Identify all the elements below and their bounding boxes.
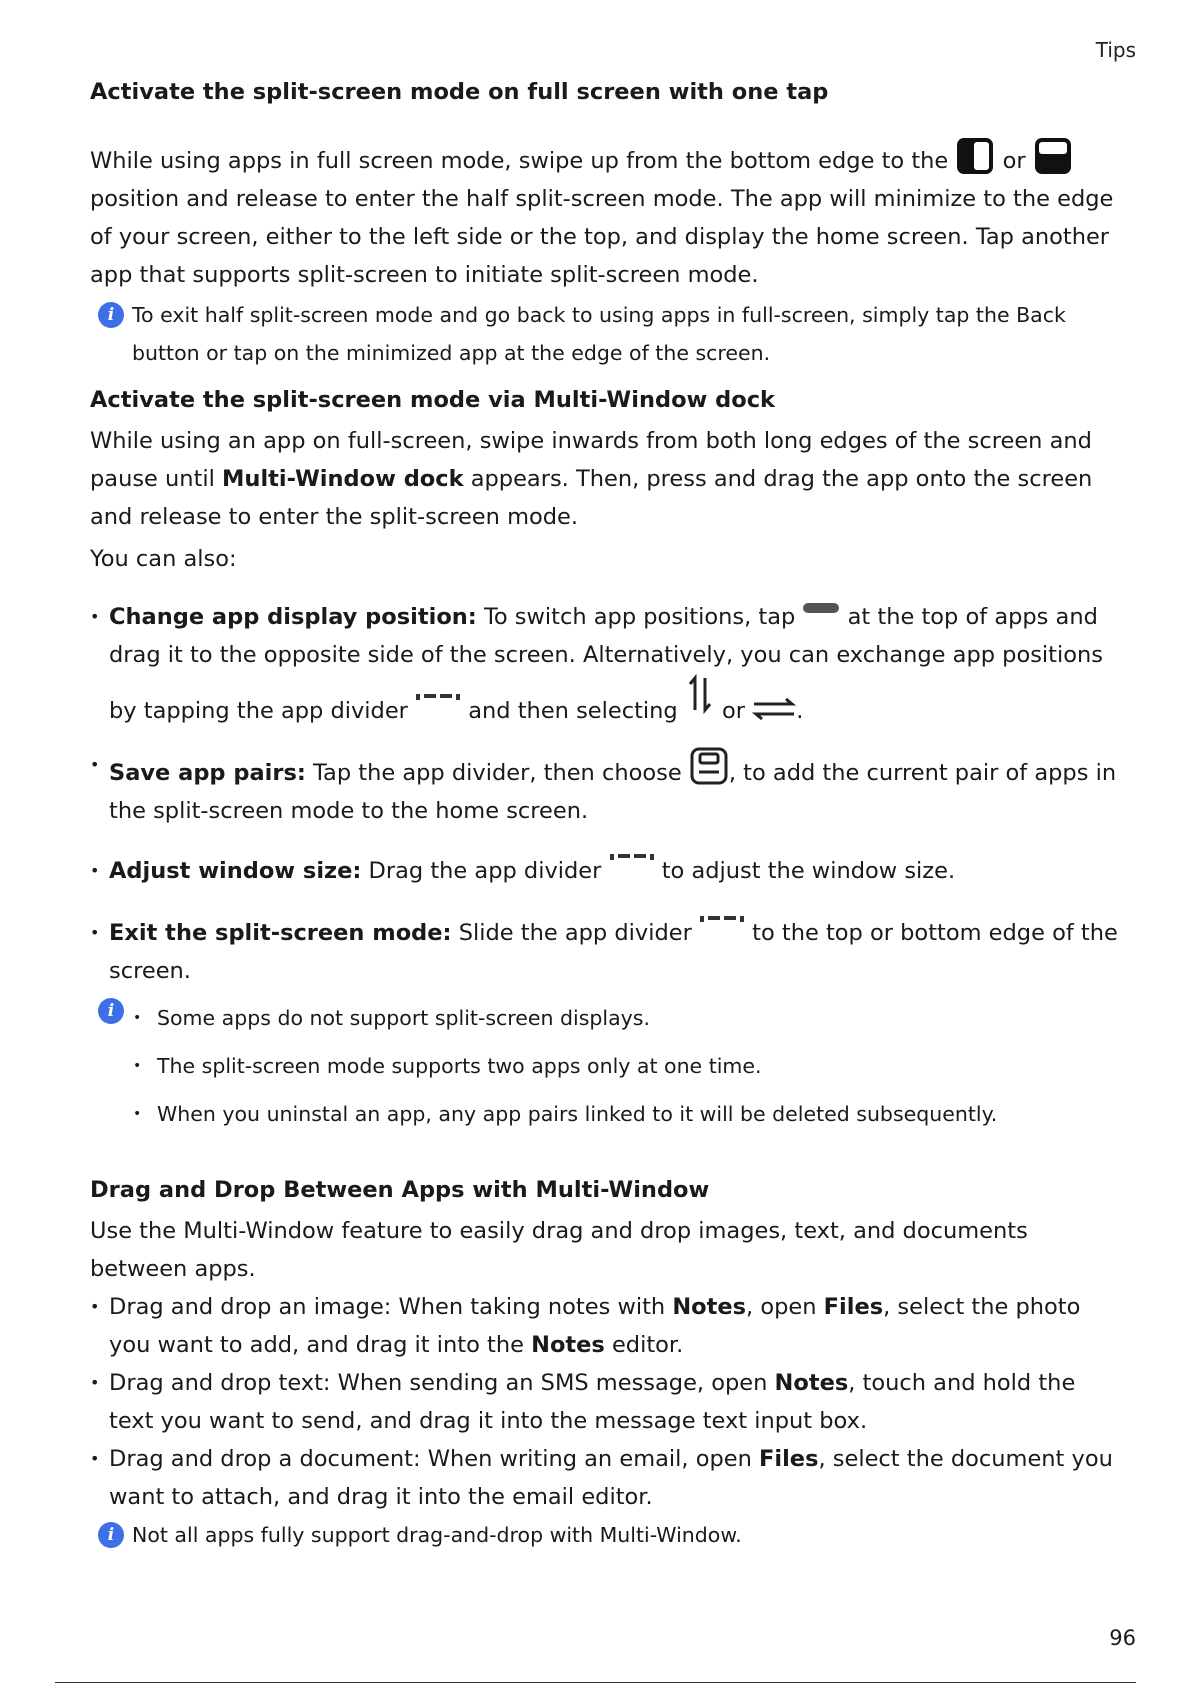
section-title-one-tap: Activate the split-screen mode on full screen with one tap: [90, 79, 829, 105]
note-item: • The split-screen mode supports two apps only at one time.: [90, 1042, 1120, 1090]
bullet-adjust-window-size: • Adjust window size: Drag the app divider to adjust the window size.: [90, 852, 1120, 890]
section-title-drag-drop: Drag and Drop Between Apps with Multi-Window: [90, 1177, 710, 1203]
bullet-drag-text: • Drag and drop text: When sending an SMS message, open Notes, touch and hold the text you want to send, and drag it into the message text input box.: [90, 1364, 1120, 1440]
drag-handle-icon: [802, 600, 840, 616]
split-left-icon: [955, 136, 995, 176]
bullet-change-position: • Change app display position: To switch app positions, tap at the top of apps and drag it to the opposite side of the screen. Alternatively, you can exchange app positions by tapping the app divider and then selecting or .: [90, 598, 1120, 730]
bullet-drag-document: • Drag and drop a document: When writing an email, open Files, select the document you want to attach, and drag it into the email editor.: [90, 1440, 1120, 1516]
info-note: i To exit half split-screen mode and go back to using apps in full-screen, simply tap the Back button or tap on the minimized app at the edge of the screen.: [90, 296, 1120, 372]
info-note: i Not all apps fully support drag-and-drop with Multi-Window.: [90, 1516, 1120, 1554]
split-screen-notes: [90, 994, 1120, 1138]
app-divider-icon: [609, 852, 655, 864]
split-top-icon: [1033, 136, 1073, 176]
running-header: Tips: [1095, 38, 1136, 62]
app-divider-icon: [699, 914, 745, 926]
swap-horizontal-icon: [752, 696, 796, 722]
info-icon: i: [98, 302, 124, 328]
page-number: 96: [1109, 1626, 1136, 1650]
paragraph-multiwindow-dock: While using an app on full-screen, swipe inwards from both long edges of the screen and pause until Multi-Window dock appears. Then, press and drag the app onto the screen and release to enter the split-screen mode.: [90, 428, 1093, 530]
swap-vertical-icon: [685, 674, 715, 714]
section-title-multiwindow-dock: Activate the split-screen mode via Multi-Window dock: [90, 387, 776, 413]
info-icon: i: [98, 1522, 124, 1548]
bullet-exit-split-screen: • Exit the split-screen mode: Slide the app divider to the top or bottom edge of the screen.: [90, 914, 1120, 990]
paragraph-one-tap: While using apps in full screen mode, swipe up from the bottom edge to the or position and release to enter the half split-screen mode. The app will minimize to the edge of your screen, either to the left side or the top, and display the home screen. Tap another app that supports split-screen to initiate split-screen mode.: [90, 136, 1120, 294]
bullet-drag-image: • Drag and drop an image: When taking notes with Notes, open Files, select the photo you want to add, and drag it into the Notes editor.: [90, 1288, 1120, 1364]
paragraph-drag-drop-intro: Use the Multi-Window feature to easily drag and drop images, text, and documents between apps.: [90, 1218, 1028, 1282]
bullet-save-app-pairs: • Save app pairs: Tap the app divider, then choose , to add the current pair of apps in the split-screen mode to the home screen.: [90, 746, 1120, 830]
footer-divider: [55, 1682, 1136, 1683]
save-pair-icon: [689, 746, 729, 786]
you-can-also: You can also:: [90, 546, 237, 572]
app-divider-icon: [415, 692, 461, 704]
info-icon: • i: [98, 998, 124, 1024]
note-item: • When you uninstal an app, any app pairs linked to it will be deleted subsequently.: [90, 1090, 1120, 1138]
note-item: • i Some apps do not support split-screen displays.: [90, 994, 1120, 1042]
main-content: [90, 76, 1120, 1554]
